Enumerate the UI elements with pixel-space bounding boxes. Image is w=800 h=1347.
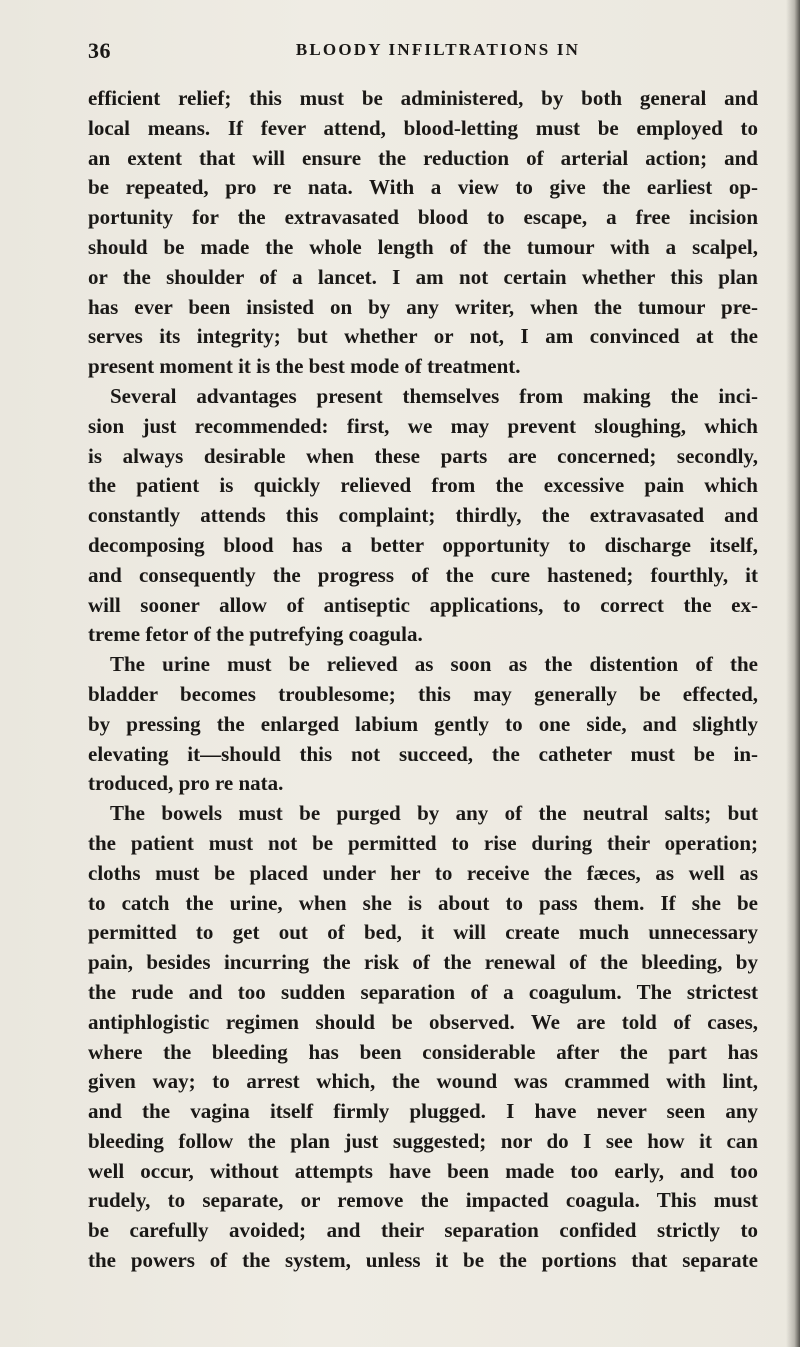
text-line: the powers of the system, unless it be the portions that separate bbox=[88, 1248, 758, 1273]
text-line: troduced, pro re nata. bbox=[88, 771, 284, 796]
text-line: antiphlogistic regimen should be observed. We are told of cases, bbox=[88, 1009, 758, 1034]
text-line: decomposing blood has a better opportunity to discharge itself, bbox=[88, 532, 758, 557]
text-line: an extent that will ensure the reduction of arterial action; and bbox=[88, 145, 758, 170]
text-line: elevating it—should this not succeed, the catheter must be in- bbox=[88, 741, 758, 766]
text-line: the rude and too sudden separation of a coagulum. The strictest bbox=[88, 979, 758, 1004]
page-number: 36 bbox=[88, 38, 111, 63]
text-line: portunity for the extravasated blood to escape, a free incision bbox=[88, 205, 758, 230]
body-text bbox=[88, 84, 758, 1276]
page-header bbox=[88, 38, 768, 68]
text-line: bladder becomes troublesome; this may generally be effected, bbox=[88, 681, 758, 706]
text-line: to catch the urine, when she is about to pass them. If she be bbox=[88, 890, 758, 915]
text-line: the patient is quickly relieved from the excessive pain which bbox=[88, 473, 758, 498]
text-line: by pressing the enlarged labium gently to one side, and slightly bbox=[88, 711, 758, 736]
text-line: should be made the whole length of the tumour with a scalpel, bbox=[88, 234, 758, 259]
text-line: or the shoulder of a lancet. I am not certain whether this plan bbox=[88, 264, 758, 289]
text-line: cloths must be placed under her to receive the fæces, as well as bbox=[88, 860, 758, 885]
text-line: the patient must not be permitted to rise during their operation; bbox=[88, 830, 758, 855]
text-line: local means. If fever attend, blood-letting must be employed to bbox=[88, 115, 758, 140]
text-line: will sooner allow of antiseptic applications, to correct the ex- bbox=[88, 592, 758, 617]
text-line: where the bleeding has been considerable after the part has bbox=[88, 1039, 758, 1064]
text-line: be repeated, pro re nata. With a view to give the earliest op- bbox=[88, 175, 758, 200]
text-line: has ever been insisted on by any writer, when the tumour pre- bbox=[88, 294, 758, 319]
page-edge-shadow bbox=[786, 0, 800, 1347]
text-line: serves its integrity; but whether or not, I am convinced at the bbox=[88, 324, 758, 349]
text-line: and the vagina itself firmly plugged. I have never seen any bbox=[88, 1099, 758, 1124]
text-line: present moment it is the best mode of treatment. bbox=[88, 354, 521, 379]
text-line: efficient relief; this must be administered, by both general and bbox=[88, 86, 758, 110]
text-line: Several advantages present themselves from making the inci- bbox=[110, 383, 758, 408]
text-line: treme fetor of the putrefying coagula. bbox=[88, 622, 423, 647]
text-line: bleeding follow the plan just suggested; nor do I see how it can bbox=[88, 1128, 758, 1153]
text-line: sion just recommended: first, we may prevent sloughing, which bbox=[88, 413, 758, 438]
text-line: constantly attends this complaint; thirdly, the extravasated and bbox=[88, 503, 758, 528]
text-line: The bowels must be purged by any of the neutral salts; but bbox=[110, 801, 758, 826]
text-line: rudely, to separate, or remove the impacted coagula. This must bbox=[88, 1188, 758, 1213]
text-line: well occur, without attempts have been made too early, and too bbox=[88, 1158, 758, 1183]
text-line: given way; to arrest which, the wound was crammed with lint, bbox=[88, 1069, 758, 1094]
text-line: permitted to get out of bed, it will create much unnecessary bbox=[88, 920, 758, 945]
text-line: be carefully avoided; and their separation confided strictly to bbox=[88, 1218, 758, 1243]
text-line: pain, besides incurring the risk of the renewal of the bleeding, by bbox=[88, 950, 758, 975]
text-line: is always desirable when these parts are concerned; secondly, bbox=[88, 443, 758, 468]
text-line: The urine must be relieved as soon as the distention of the bbox=[110, 652, 758, 677]
text-line: and consequently the progress of the cure hastened; fourthly, it bbox=[88, 562, 758, 587]
running-head: BLOODY INFILTRATIONS IN bbox=[295, 40, 581, 59]
